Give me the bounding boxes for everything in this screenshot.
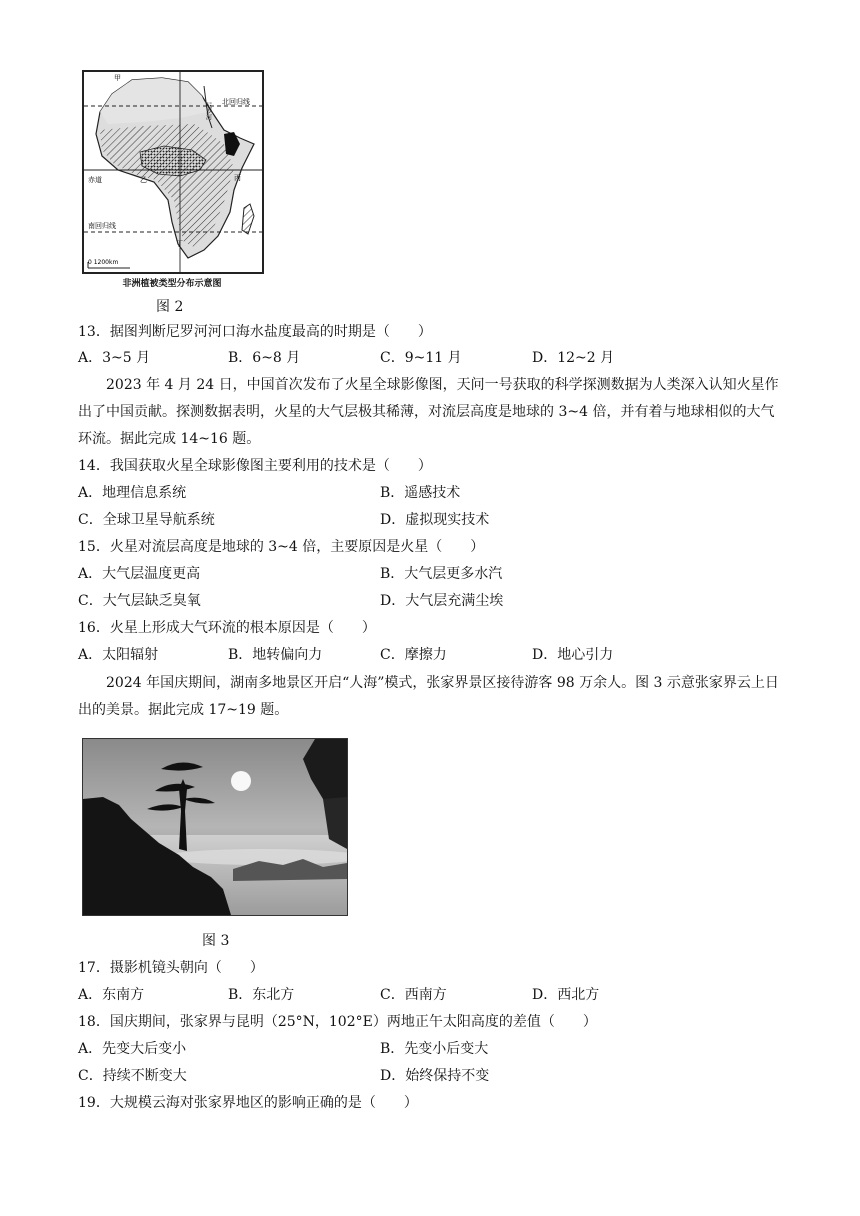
q17-option-d[interactable]: D．西北方: [532, 987, 600, 1003]
africa-map-svg: [84, 72, 262, 272]
label-equator: 赤道: [88, 176, 102, 184]
q18-option-d[interactable]: D．始终保持不变: [380, 1068, 490, 1084]
label-tropic-cancer: 北回归线: [222, 98, 250, 106]
q15-option-b[interactable]: B．大气层更多水汽: [380, 566, 503, 582]
q15-option-a[interactable]: A．大气层温度更高: [78, 566, 201, 582]
q17-option-a[interactable]: A．东南方: [78, 987, 145, 1003]
sun: [231, 771, 251, 791]
q13-option-a[interactable]: A．3~5 月: [78, 350, 151, 366]
q14-option-b[interactable]: B．遥感技术: [380, 485, 461, 501]
label-yi: 乙: [140, 176, 147, 184]
figure2-caption: 非洲植被类型分布示意图: [122, 279, 222, 289]
q14-stem: 14．我国获取火星全球影像图主要利用的技术是（ ）: [78, 458, 432, 474]
q16-option-a[interactable]: A．太阳辐射: [78, 647, 159, 663]
q18-option-a[interactable]: A．先变大后变小: [78, 1041, 187, 1057]
sunrise-photo: [82, 738, 348, 916]
q18-option-c[interactable]: C．持续不断变大: [78, 1068, 187, 1084]
sunrise-photo-svg: [83, 739, 347, 915]
q17-stem: 17．摄影机镜头朝向（ ）: [78, 960, 264, 976]
q16-option-c[interactable]: C．摩擦力: [380, 647, 447, 663]
q18-stem: 18．国庆期间，张家界与昆明（25°N，102°E）两地正午太阳高度的差值（ ）: [78, 1014, 597, 1030]
figure3-label: 图 3: [202, 933, 230, 949]
q13-option-b[interactable]: B．6~8 月: [228, 350, 301, 366]
africa-vegetation-map: [82, 70, 264, 274]
q13-option-c[interactable]: C．9~11 月: [380, 350, 462, 366]
q16-option-b[interactable]: B．地转偏向力: [228, 647, 323, 663]
q16-stem: 16．火星上形成大气环流的根本原因是（ ）: [78, 620, 376, 636]
q14-option-d[interactable]: D．虚拟现实技术: [380, 512, 490, 528]
q15-option-c[interactable]: C．大气层缺乏臭氧: [78, 593, 201, 609]
madagascar: [242, 204, 254, 234]
label-nile: 尼罗河: [204, 102, 212, 120]
q19-stem: 19．大规模云海对张家界地区的影响正确的是（ ）: [78, 1095, 418, 1111]
label-jia: 甲: [114, 74, 121, 82]
q17-option-c[interactable]: C．西南方: [380, 987, 447, 1003]
q14-option-a[interactable]: A．地理信息系统: [78, 485, 187, 501]
label-bing: 丙: [234, 174, 241, 182]
q18-option-b[interactable]: B．先变小后变大: [380, 1041, 489, 1057]
label-tropic-capricorn: 南回归线: [88, 222, 116, 230]
q15-option-d[interactable]: D．大气层充满尘埃: [380, 593, 504, 609]
q16-option-d[interactable]: D．地心引力: [532, 647, 614, 663]
passage-mars: 2023 年 4 月 24 日，中国首次发布了火星全球影像图，天问一号获取的科学探测数据为人类深入认知火星作出了中国贡献。探测数据表明，火星的大气层极其稀薄，对流层高度是地球的 3~4 倍，并有着与地球相似的大气环流。据此完成 14~16 题。: [78, 377, 779, 447]
label-scale: 0 1200km: [88, 259, 119, 266]
q14-option-c[interactable]: C．全球卫星导航系统: [78, 512, 215, 528]
q13-stem: 13．据图判断尼罗河河口海水盐度最高的时期是（ ）: [78, 324, 432, 340]
figure2-label: 图 2: [156, 299, 184, 315]
passage-zhangjiajie: 2024 年国庆期间，湖南多地景区开启“人海”模式，张家界景区接待游客 98 万余人。图 3 示意张家界云上日出的美景。据此完成 17~19 题。: [78, 675, 779, 718]
q13-option-d[interactable]: D．12~2 月: [532, 350, 615, 366]
label-ding: 丁: [176, 240, 183, 248]
q17-option-b[interactable]: B．东北方: [228, 987, 295, 1003]
q15-stem: 15．火星对流层高度是地球的 3~4 倍，主要原因是火星（ ）: [78, 539, 485, 555]
